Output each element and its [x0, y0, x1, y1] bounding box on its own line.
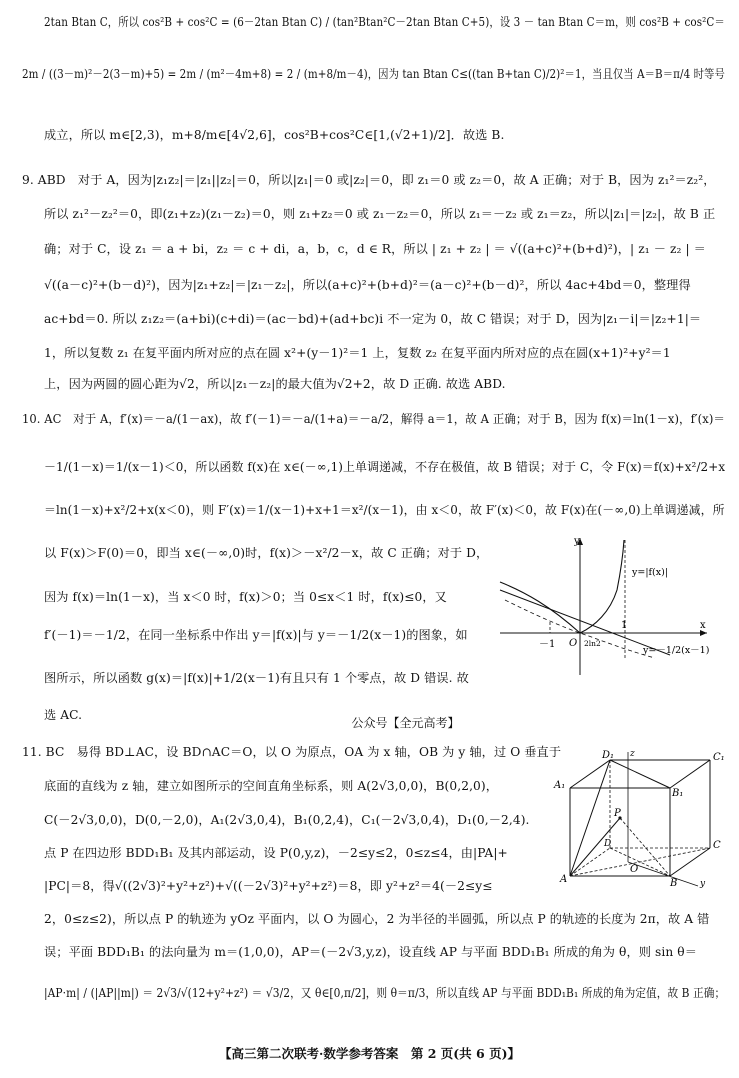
label-p: P: [614, 808, 621, 819]
text-line: 误；平面 BDD₁B₁ 的法向量为 m＝(1,0,0)，AP＝(－2√3,y,z)，设直线 AP 与平面 BDD₁B₁ 所成的角为 θ，则 sin θ＝: [44, 945, 698, 959]
text-line: 11. BC 易得 BD⊥AC，设 BD∩AC＝O，以 O 为原点，OA 为 x 轴，OB 为 y 轴，过 O 垂直于: [22, 745, 562, 759]
text-line: 因为 f(x)＝ln(1－x)，当 x＜0 时，f(x)＞0；当 0≤x＜1 时，f(x)≤0，又: [44, 590, 447, 604]
text-line: 所以 z₁²－z₂²＝0，即(z₁+z₂)(z₁－z₂)＝0，则 z₁+z₂＝0 或 z₁－z₂＝0，所以 z₁＝－z₂ 或 z₁＝z₂，所以|z₁|＝|z₂|，故 B 正: [44, 207, 716, 221]
text-line: 以 F(x)＞F(0)＝0，即当 x∈(－∞,0)时，f(x)＞－x²/2－x，故 C 正确；对于 D，: [44, 546, 489, 560]
label-a: A: [560, 874, 568, 885]
tick-1: 1: [621, 620, 628, 631]
label-o: O: [630, 864, 639, 875]
text-line: C(－2√3,0,0)，D(0,－2,0)，A₁(2√3,0,4)，B₁(0,2,4)，C₁(－2√3,0,4)，D₁(0,－2,4).: [44, 813, 530, 827]
text-line: 10. AC 对于 A，f′(x)＝－a/(1－ax)，故 f′(－1)＝－a/(1+a)＝－a/2，解得 a＝1，故 A 正确；对于 B，因为 f(x)＝ln(1－x)，f′(x)＝: [22, 412, 725, 426]
text-line: 2m / ((3－m)²－2(3－m)+5) = 2m / (m²－4m+8) = 2 / (m+8/m－4)，因为 tan Btan C≤((tan B+tan C)/2)²＝1，当且仅当 A＝B＝π/4 时等号: [22, 67, 725, 81]
edge: [610, 760, 670, 788]
edge: [570, 760, 610, 788]
text-line: 选 AC.: [44, 708, 83, 722]
text-line: 2tan Btan C，所以 cos²B + cos²C = (6－2tan Btan C) / (tan²Btan²C－2tan Btan C+5)，设 3 － tan Btan C＝m，则 cos²B + cos²C＝: [44, 15, 725, 29]
text-line: 成立，所以 m∈[2,3)，m+8/m∈[4√2,6]，cos²B+cos²C∈[1,(√2+1)/2]．故选 B.: [44, 128, 505, 142]
text-line: 底面的直线为 z 轴，建立如图所示的空间直角坐标系，则 A(2√3,0,0)，B(0,2,0)，: [44, 779, 499, 793]
segment: [620, 818, 670, 876]
y-axis-label: y: [574, 536, 580, 547]
label-b1: B₁: [672, 788, 684, 799]
label-d1: D₁: [602, 750, 615, 761]
text-line: 图所示，所以函数 g(x)＝|f(x)|+1/2(x－1)有且只有 1 个零点，故 D 错误. 故: [44, 671, 469, 685]
text-line: f′(－1)＝－1/2，在同一坐标系中作出 y＝|f(x)|与 y＝－1/2(x－1)的图象，如: [44, 628, 468, 642]
text-line: |PC|＝8，得√((2√3)²+y²+z²)+√((－2√3)²+y²+z²)＝8，即 y²+z²＝4(－2≤y≤: [44, 879, 493, 893]
text-line: 9. ABD 对于 A，因为|z₁z₂|＝|z₁||z₂|＝0，所以|z₁|＝0 或|z₂|＝0，即 z₁＝0 或 z₂＝0，故 A 正确；对于 B，因为 z₁²＝z₂²，: [22, 173, 716, 187]
label-z: z: [630, 749, 635, 759]
watermark: 公众号【全元高考】: [351, 716, 460, 730]
text-line: 点 P 在四边形 BDD₁B₁ 及其内部运动，设 P(0,y,z)，－2≤y≤2，0≤z≤4，由|PA|+: [44, 846, 508, 860]
label-c1: C₁: [713, 752, 725, 763]
label-y: y: [700, 879, 706, 888]
label-b: B: [670, 878, 678, 888]
label-d: D: [604, 839, 612, 849]
text-line: ＝ln(1－x)+x²/2+x(x＜0)，则 F′(x)＝1/(x－1)+x+1＝x²/(x－1)，由 x＜0，故 F′(x)＜0，故 F(x)在(－∞,0)上单调递减，所: [44, 503, 725, 517]
text-line: 确；对于 C，设 z₁ ＝ a + bi，z₂ ＝ c + di，a，b，c，d ∈ R，所以 | z₁ + z₂ | ＝ √((a+c)²+(b+d)²)，| z₁ － z₂ | ＝: [44, 242, 706, 256]
segment: [570, 760, 610, 876]
segment-ap: [570, 818, 620, 876]
prism-figure: [548, 748, 728, 888]
page-footer: 【高三第二次联考·数学参考答案 第 2 页(共 6 页)】: [219, 1046, 520, 1061]
label-a1: A₁: [554, 780, 566, 791]
label-c: C: [713, 840, 721, 851]
x-axis-label: x: [700, 620, 706, 631]
abs-f-curve: [500, 540, 624, 633]
function-graph-figure: [495, 530, 717, 680]
tick-neg1: －1: [539, 639, 556, 650]
text-line: 上，因为两圆的圆心距为√2，所以|z₁－z₂|的最大值为√2+2，故 D 正确. 故选 ABD.: [44, 377, 506, 391]
text-line: √((a－c)²+(b－d)²)，因为|z₁+z₂|＝|z₁－z₂|，所以(a+c)²+(b+d)²＝(a－c)²+(b－d)²，所以 4ac+4bd＝0，整理得: [44, 278, 691, 292]
text-line: |AP·m| / (|AP||m|) ＝ 2√3/√(12+y²+z²) ＝ √3/2，又 θ∈[0,π/2]，则 θ＝π/3，所以直线 AP 与平面 BDD₁B₁ 所成的角为定值，故 B 正确；: [44, 986, 726, 1000]
line-label: y=－1/2(x－1): [643, 645, 710, 656]
text-line: 2，0≤z≤2)，所以点 P 的轨迹为 yOz 平面内，以 O 为圆心，2 为半径的半圆弧，所以点 P 的轨迹的长度为 2π，故 A 错: [44, 912, 710, 926]
text-line: －1/(1－x)＝1/(x－1)＜0，所以函数 f(x)在 x∈(－∞,1)上单调递减，不存在极值，故 B 错误；对于 C，令 F(x)＝f(x)+x²/2+x: [44, 460, 726, 474]
curve-label: y=|f(x)|: [632, 567, 669, 578]
tick-2ln2: 2ln2: [584, 639, 601, 648]
origin-label: O: [569, 638, 578, 649]
text-line: 1，所以复数 z₁ 在复平面内所对应的点在圆 x²+(y－1)²＝1 上，复数 z₂ 在复平面内所对应的点在圆(x+1)²+y²＝1: [44, 346, 671, 360]
edge: [670, 760, 710, 788]
y-axis: [628, 862, 698, 886]
text-line: ac+bd＝0. 所以 z₁z₂＝(a+bi)(c+di)＝(ac－bd)+(ad+bc)i 不一定为 0，故 C 错误；对于 D，因为|z₁－i|＝|z₂+1|＝: [44, 312, 702, 326]
